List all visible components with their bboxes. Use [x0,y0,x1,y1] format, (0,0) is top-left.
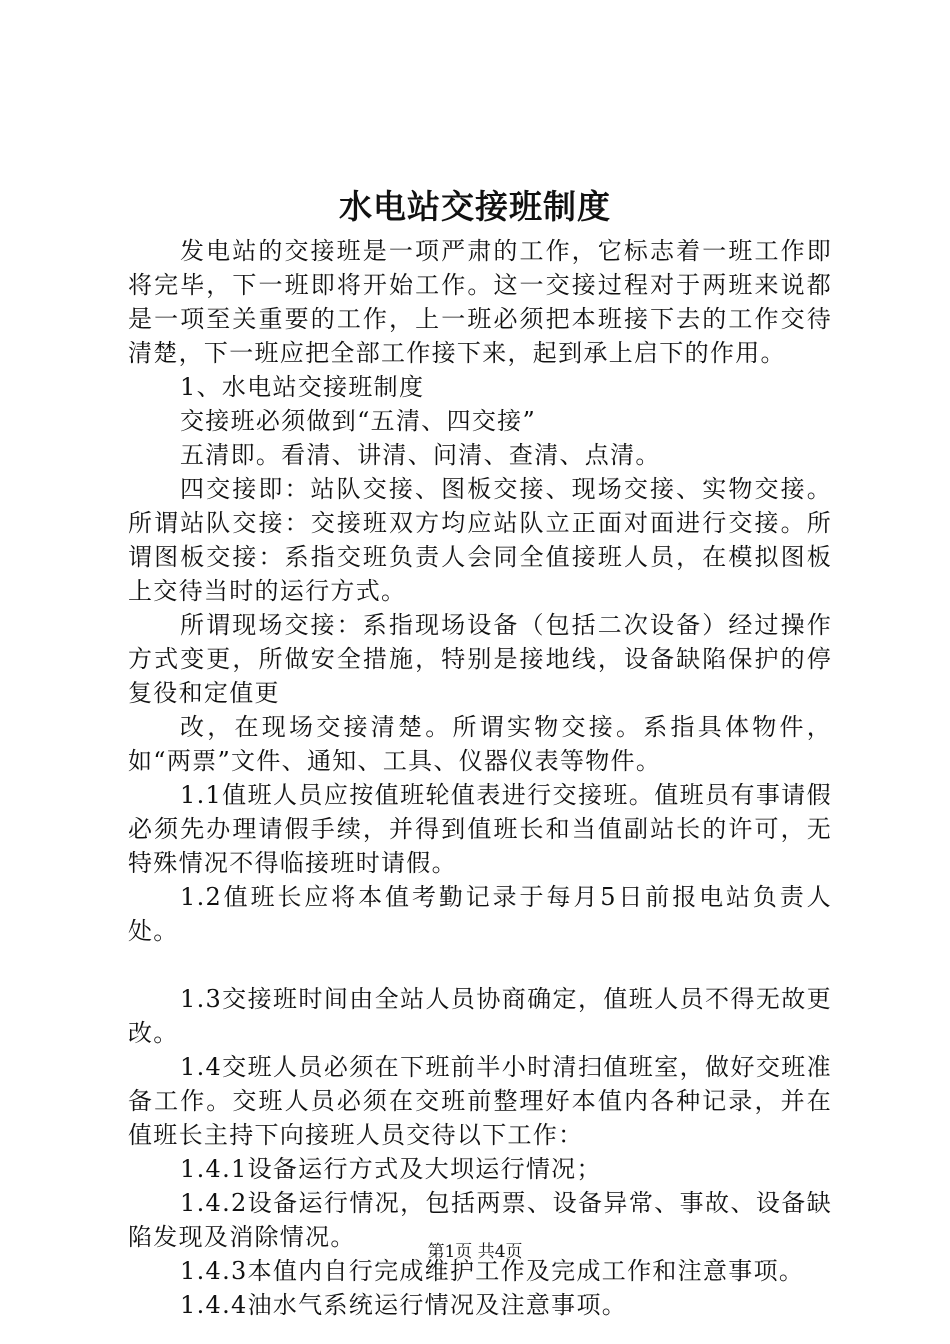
paragraph: 1.4.2设备运行情况，包括两票、设备异常、事故、设备缺陷发现及消除情况。 [128,1189,832,1251]
page-footer: 第1页 共4页 [427,1242,523,1262]
paragraph: 改，在现场交接清楚。所谓实物交接。系指具体物件，如“两票”文件、通知、工具、仪器仪表等物件。 [128,713,832,775]
paragraph: 1.1值班人员应按值班轮值表进行交接班。值班员有事请假必须先办理请假手续，并得到值班长和当值副站长的许可，无特殊情况不得临接班时请假。 [128,781,832,877]
document-body [128,234,832,1322]
paragraph: 1.3交接班时间由全站人员协商确定，值班人员不得无故更改。 [128,985,832,1047]
paragraph: 发电站的交接班是一项严肃的工作，它标志着一班工作即将完毕，下一班即将开始工作。这一交接过程对于两班来说都是一项至关重要的工作，上一班必须把本班接下去的工作交待清楚，下一班应把全部工作接下来，起到承上启下的作用。 [128,237,832,367]
paragraph: 交接班必须做到“五清、四交接” [180,407,537,435]
paragraph: 所谓现场交接：系指现场设备（包括二次设备）经过操作方式变更，所做安全措施，特别是接地线，设备缺陷保护的停复役和定值更 [128,611,832,707]
paragraph: 1.4.4油水气系统运行情况及注意事项。 [180,1291,628,1319]
paragraph: 1.4.1设备运行方式及大坝运行情况； [180,1155,602,1183]
paragraph: 五清即。看清、讲清、问清、查清、点清。 [180,441,661,469]
paragraph: 1、水电站交接班制度 [180,373,425,401]
paragraph: 1.2值班长应将本值考勤记录于每月5日前报电站负责人处。 [128,883,832,945]
document-title: 水电站交接班制度 [339,187,611,226]
paragraph: 四交接即：站队交接、图板交接、现场交接、实物交接。所谓站队交接：交接班双方均应站队立正面对面进行交接。所谓图板交接：系指交班负责人会同全值接班人员，在模拟图板上交待当时的运行方式。 [128,475,832,605]
paragraph: 1.4.3本值内自行完成维护工作及完成工作和注意事项。 [180,1257,805,1285]
paragraph: 1.4交班人员必须在下班前半小时清扫值班室，做好交班准备工作。交班人员必须在交班前整理好本值内各种记录，并在值班长主持下向接班人员交待以下工作： [128,1053,832,1149]
